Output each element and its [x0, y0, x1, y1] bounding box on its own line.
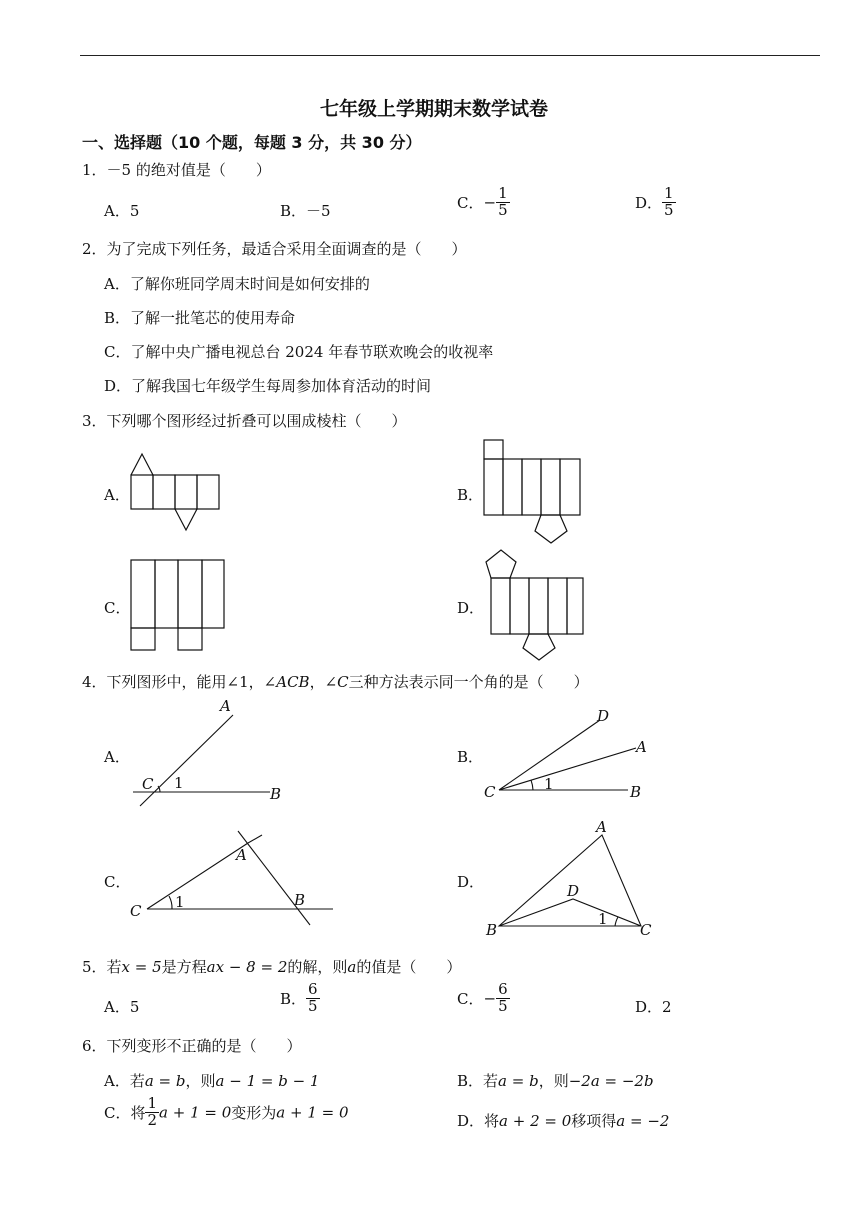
q5-b-fraction: [306, 982, 320, 1015]
q6-d-pre: D．将: [457, 1112, 500, 1130]
q5-c-sign: −: [483, 989, 497, 1008]
q4b-label-d: D: [597, 707, 610, 725]
q4-option-d: D．: [457, 873, 485, 891]
q5-b-numerator: 6: [308, 980, 318, 998]
question-2-stem: 2．为了完成下列任务，最适合采用全面调查的是（ ）: [82, 240, 467, 258]
q4c-label-b: B: [294, 891, 306, 909]
q4d-label-d: D: [567, 882, 580, 900]
question-1-stem: 1．－5 的绝对值是（ ）: [82, 161, 271, 179]
q5-stem-post: 的值是（ ）: [356, 958, 462, 976]
q4a-label-b: B: [270, 785, 282, 803]
page-title: 七年级上学期期末数学试卷: [319, 98, 548, 120]
q5-stem-mid: 是方程: [161, 958, 207, 976]
q4c-label-c: C: [130, 902, 142, 920]
question-5-stem: [82, 956, 461, 977]
q4c-label-a: A: [236, 846, 247, 864]
q6-c-fraction: [145, 1096, 159, 1129]
q4-stem-mid: ，: [309, 673, 325, 691]
q5-c-label: C．: [457, 989, 484, 1008]
q4-figure-b: [484, 707, 647, 801]
q6-c-result: a + 1 = 0: [276, 1103, 349, 1122]
q5-stem-pre: 5．若: [82, 958, 122, 976]
q4d-label-a: A: [596, 818, 607, 836]
q5-stem-a: a: [347, 958, 357, 976]
q1-c-numerator: 1: [498, 184, 508, 202]
q4-stem-angle-c: ∠C: [324, 673, 349, 691]
q1-c-denominator: 5: [498, 200, 508, 219]
q4a-label-1: 1: [174, 774, 184, 792]
q4-stem-post: 三种方法表示同一个角的是（ ）: [348, 673, 589, 691]
q4b-label-a: A: [636, 738, 647, 756]
q1-c-label: C．: [457, 193, 484, 212]
q4-option-b: B．: [457, 748, 484, 766]
q6-option-d: [457, 1110, 669, 1131]
q5-stem-equation: ax − 8 = 2: [206, 958, 288, 976]
q3-option-c: C．: [104, 599, 131, 617]
q4-figure-c: [130, 831, 333, 925]
q3-option-b: B．: [457, 486, 484, 504]
q6-a-result: a − 1 = b − 1: [215, 1072, 320, 1090]
q6-c-pre: C．将: [104, 1103, 146, 1122]
q6-a-pre: A．若: [104, 1072, 145, 1090]
q1-d-denominator: 5: [664, 200, 674, 219]
q1-option-b: B．－5: [280, 202, 331, 220]
question-6-stem: 6．下列变形不正确的是（ ）: [82, 1037, 302, 1055]
q4a-label-c: C: [142, 775, 154, 793]
q2-option-d: D．了解我国七年级学生每周参加体育活动的时间: [104, 377, 432, 395]
q5-option-b: [280, 982, 320, 1015]
q6-c-equation: a + 1 = 0: [159, 1103, 232, 1122]
q1-d-numerator: 1: [664, 184, 674, 202]
q2-option-a: A．了解你班同学周末时间是如何安排的: [104, 275, 370, 293]
q5-stem-mid2: 的解，则: [287, 958, 348, 976]
q4-option-a: A．: [104, 748, 130, 766]
q5-c-denominator: 5: [498, 996, 508, 1015]
q5-option-a: A．5: [104, 998, 140, 1016]
q3-option-a: A．: [104, 486, 130, 504]
q6-b-mid: ，则: [538, 1072, 569, 1090]
q6-option-a: [104, 1070, 319, 1091]
q2-option-b: B．了解一批笔芯的使用寿命: [104, 309, 296, 327]
q6-b-pre: B．若: [457, 1072, 499, 1090]
q1-option-a: A．5: [104, 202, 140, 220]
q6-a-cond: a = b: [144, 1072, 186, 1090]
q1-c-sign: −: [483, 193, 497, 212]
q4d-label-1: 1: [598, 910, 608, 928]
q4a-label-a: A: [220, 697, 231, 715]
q1-d-label: D．: [635, 193, 663, 212]
question-3-stem: 3．下列哪个图形经过折叠可以围成棱柱（ ）: [82, 412, 407, 430]
q6-d-equation: a + 2 = 0: [499, 1112, 572, 1130]
q5-stem-x-eq: x = 5: [121, 958, 162, 976]
q6-c-numerator: 1: [147, 1094, 158, 1112]
q4b-label-c: C: [484, 783, 496, 801]
q6-c-mid: 变形为: [231, 1103, 277, 1122]
q4d-label-b: B: [486, 921, 498, 939]
q5-b-label: B．: [280, 989, 307, 1008]
q6-option-c: [104, 1096, 349, 1129]
q4-option-c: C．: [104, 873, 131, 891]
q5-b-denominator: 5: [308, 996, 318, 1015]
q4b-label-1: 1: [544, 775, 554, 793]
q2-option-c: C．了解中央广播电视总台 2024 年春节联欢晚会的收视率: [104, 343, 494, 361]
q4-figure-a: [133, 697, 281, 806]
q6-c-denominator: 2: [147, 1110, 158, 1129]
q4-stem-angle-acb: ∠ACB: [263, 673, 310, 691]
q6-d-mid: 移项得: [571, 1112, 617, 1130]
q4c-label-1: 1: [175, 893, 185, 911]
q6-option-b: [457, 1070, 654, 1091]
q4-stem-pre: 4．下列图形中，能用∠1，: [82, 673, 264, 691]
q4d-label-c: C: [640, 921, 652, 939]
q4b-label-b: B: [630, 783, 642, 801]
q3-option-d: D．: [457, 599, 485, 617]
q6-a-mid: ，则: [185, 1072, 216, 1090]
q5-c-numerator: 6: [498, 980, 508, 998]
section-heading: 一、选择题（10 个题，每题 3 分，共 30 分）: [82, 133, 422, 152]
q5-c-fraction: [496, 982, 510, 1015]
q6-b-result: −2a = −2b: [568, 1072, 654, 1090]
q5-option-d: D．2: [635, 998, 672, 1016]
q4-figure-d: [485, 818, 652, 939]
q6-b-cond: a = b: [498, 1072, 539, 1090]
q5-option-c: [457, 982, 510, 1015]
q6-d-result: a = −2: [616, 1112, 670, 1130]
